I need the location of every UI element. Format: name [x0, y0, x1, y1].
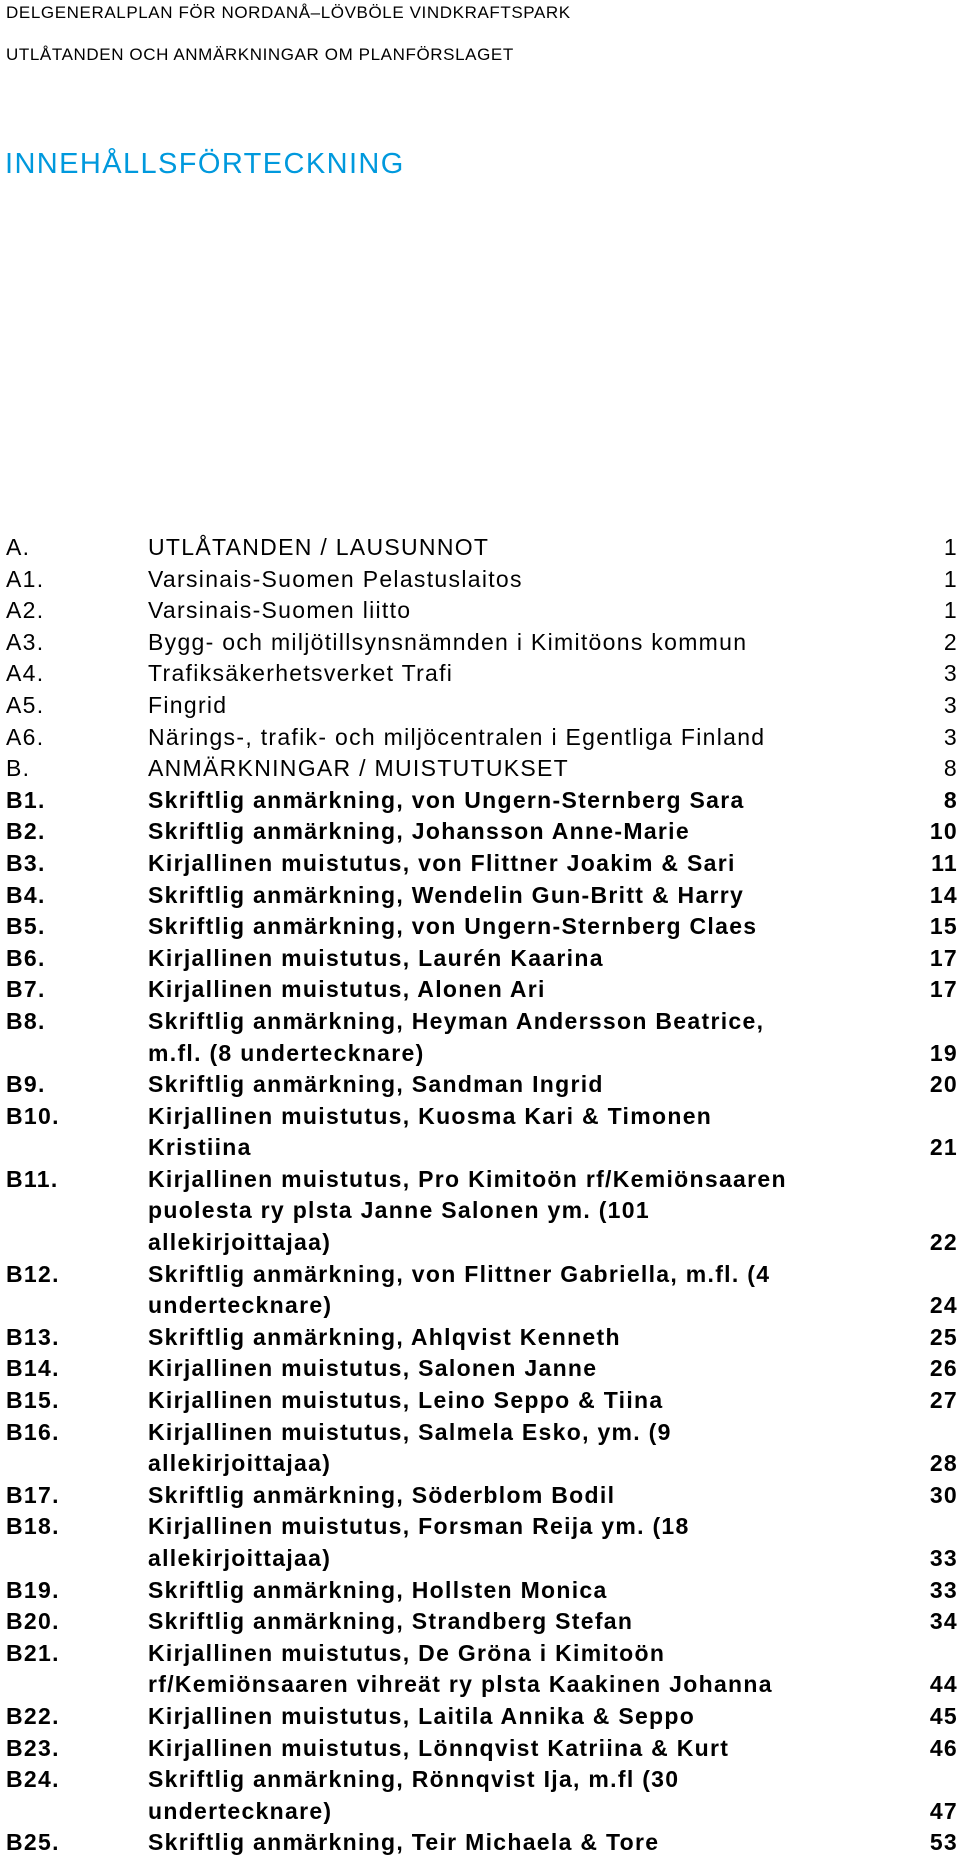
toc-entry-number: B13. — [6, 1323, 60, 1350]
toc-entry-title: Skriftlig anmärkning, Rönnqvist Ija, m.fl (30 undertecknare) — [148, 1766, 680, 1824]
toc-entry — [6, 1069, 958, 1101]
toc-entry-page: 47 — [929, 1797, 958, 1824]
toc-entry — [6, 690, 958, 722]
toc-entry-number: B5. — [6, 913, 46, 940]
toc-entry-number: B1. — [6, 786, 46, 813]
toc-entry-page: 53 — [929, 1829, 958, 1856]
toc-entry-page: 34 — [929, 1608, 958, 1635]
toc-entry-number: B20. — [6, 1608, 60, 1635]
toc-entry-number: B23. — [6, 1734, 60, 1761]
toc-entry-number: B25. — [6, 1829, 60, 1856]
toc-entry-page: 8 — [943, 755, 958, 782]
toc-entry-title: Skriftlig anmärkning, Hollsten Monica — [148, 1576, 608, 1603]
toc-entry-number: B11. — [6, 1165, 59, 1192]
toc-entry-page: 15 — [929, 913, 958, 940]
toc-entry-title: UTLÅTANDEN / LAUSUNNOT — [148, 534, 490, 560]
toc-entry — [6, 1480, 958, 1512]
toc-entry — [6, 1511, 958, 1574]
toc-entry — [6, 848, 958, 880]
toc-entry-page: 44 — [929, 1671, 958, 1698]
toc-entry-page: 1 — [943, 565, 958, 592]
toc-entry-title: Kirjallinen muistutus, Laitila Annika & Seppo — [148, 1702, 696, 1729]
toc-entry-number: B2. — [6, 818, 46, 845]
toc-entry-title: Kirjallinen muistutus, De Gröna i Kimitoön rf/Kemiönsaaren vihreät ry plsta Kaakinen Johanna — [148, 1639, 773, 1698]
toc-entry-number: B12. — [6, 1260, 60, 1287]
toc-entry-page: 1 — [943, 597, 958, 624]
toc-entry-page: 25 — [929, 1323, 958, 1350]
toc-entry-page: 24 — [929, 1292, 958, 1319]
toc-entry-page: 8 — [943, 786, 958, 813]
toc-entry-title: Skriftlig anmärkning, Teir Michaela & Tore — [148, 1829, 660, 1856]
toc-entry-page: 10 — [929, 818, 958, 845]
toc-entry — [6, 1638, 958, 1701]
toc-entry-number: B17. — [6, 1481, 60, 1508]
toc-entry-title: Skriftlig anmärkning, Söderblom Bodil — [148, 1481, 616, 1508]
toc-entry-page: 33 — [929, 1576, 958, 1603]
toc-entry-page: 45 — [929, 1702, 958, 1729]
toc-entry-number: B22. — [6, 1702, 60, 1729]
toc-entry-page: 26 — [929, 1355, 958, 1382]
toc-entry — [6, 1606, 958, 1638]
toc-entry-page: 3 — [943, 691, 958, 718]
toc-entry-page: 33 — [929, 1545, 958, 1571]
toc-entry — [6, 1417, 958, 1480]
toc-entry — [6, 1764, 958, 1827]
toc-entry-page: 22 — [929, 1229, 958, 1256]
toc-entry — [6, 1575, 958, 1607]
toc-entry-number: A1. — [6, 565, 45, 592]
toc-entry-title: Skriftlig anmärkning, von Flittner Gabriella, m.fl. (4 undertecknare) — [148, 1260, 771, 1319]
toc-entry — [6, 1164, 958, 1259]
toc-entry-number: B4. — [6, 881, 46, 908]
toc-entry-page: 3 — [943, 660, 958, 687]
toc-entry — [6, 1259, 958, 1322]
toc-entry-title: Kirjallinen muistutus, Laurén Kaarina — [148, 944, 604, 971]
toc-entry-page: 14 — [929, 881, 958, 908]
toc-entry-number: B8. — [6, 1007, 46, 1034]
toc-entry-number: B7. — [6, 976, 46, 1003]
toc-entry-number: B. — [6, 755, 31, 782]
toc-entry-page: 46 — [929, 1734, 958, 1761]
toc-entry-title: Skriftlig anmärkning, Wendelin Gun-Britt & Harry — [148, 881, 745, 908]
table-of-contents — [6, 532, 958, 1859]
toc-entry-title: Fingrid — [148, 691, 228, 718]
toc-entry-number: A4. — [6, 660, 45, 687]
toc-entry — [6, 753, 958, 785]
toc-entry-number: B24. — [6, 1766, 60, 1793]
toc-entry — [6, 1353, 958, 1385]
toc-heading: INNEHÅLLSFÖRTECKNING — [5, 148, 405, 180]
toc-entry-number: B6. — [6, 944, 46, 971]
toc-entry-title: Kirjallinen muistutus, Salonen Janne — [148, 1355, 598, 1382]
toc-entry-page: 27 — [929, 1387, 958, 1414]
toc-entry-page: 20 — [929, 1071, 958, 1098]
toc-entry-page: 19 — [929, 1039, 958, 1066]
toc-entry-number: A. — [6, 534, 31, 560]
toc-entry-number: B19. — [6, 1576, 60, 1603]
toc-entry — [6, 943, 958, 975]
toc-entry-title: Skriftlig anmärkning, von Ungern-Sternberg Sara — [148, 786, 745, 813]
toc-entry-number: B9. — [6, 1071, 46, 1098]
toc-entry — [6, 880, 958, 912]
toc-entry-title: Varsinais-Suomen Pelastuslaitos — [148, 565, 523, 592]
toc-entry-page: 17 — [929, 944, 958, 971]
toc-entry-title: Skriftlig anmärkning, Sandman Ingrid — [148, 1071, 604, 1098]
toc-entry-page: 1 — [943, 534, 958, 560]
toc-entry-number: A3. — [6, 628, 45, 655]
toc-entry — [6, 1385, 958, 1417]
toc-entry-number: B10. — [6, 1102, 60, 1129]
toc-entry-title: Kirjallinen muistutus, Forsman Reija ym. (18 allekirjoittajaa) — [148, 1513, 690, 1571]
document-title: DELGENERALPLAN FÖR NORDANÅ–LÖVBÖLE VINDKRAFTSPARK — [6, 3, 571, 22]
toc-entry — [6, 785, 958, 817]
toc-entry-title: Närings-, trafik- och miljöcentralen i Egentliga Finland — [148, 723, 766, 750]
toc-entry — [6, 816, 958, 848]
toc-entry-title: Skriftlig anmärkning, Heyman Andersson Beatrice, m.fl. (8 undertecknare) — [148, 1007, 765, 1066]
toc-entry — [6, 658, 958, 690]
toc-entry-title: Trafiksäkerhetsverket Trafi — [148, 660, 454, 687]
toc-entry — [6, 974, 958, 1006]
toc-entry — [6, 595, 958, 627]
toc-entry-title: Skriftlig anmärkning, von Ungern-Sternberg Claes — [148, 913, 758, 940]
toc-entry-title: Kirjallinen muistutus, Salmela Esko, ym. (9 allekirjoittajaa) — [148, 1418, 672, 1477]
toc-entry-title: Kirjallinen muistutus, Kuosma Kari & Timonen Kristiina — [148, 1102, 713, 1161]
toc-entry — [6, 1006, 958, 1069]
toc-entry-title: Skriftlig anmärkning, Ahlqvist Kenneth — [148, 1323, 621, 1350]
toc-entry — [6, 722, 958, 754]
toc-entry-title: Kirjallinen muistutus, von Flittner Joakim & Sari — [148, 849, 736, 876]
document-subtitle: UTLÅTANDEN OCH ANMÄRKNINGAR OM PLANFÖRSLAGET — [6, 45, 514, 64]
toc-entry — [6, 1701, 958, 1733]
toc-entry-page: 28 — [929, 1450, 958, 1477]
toc-entry-title: Skriftlig anmärkning, Johansson Anne-Marie — [148, 818, 690, 845]
toc-entry-number: B18. — [6, 1513, 60, 1540]
toc-entry-title: Bygg- och miljötillsynsnämnden i Kimitöons kommun — [148, 628, 748, 655]
toc-entry-page: 11 — [931, 849, 958, 876]
toc-entry-page: 17 — [929, 976, 958, 1003]
toc-entry — [6, 564, 958, 596]
toc-entry-number: B14. — [6, 1355, 60, 1382]
toc-entry-page: 3 — [943, 723, 958, 750]
toc-entry — [6, 627, 958, 659]
toc-entry — [6, 1101, 958, 1164]
toc-entry — [6, 532, 958, 564]
toc-entry-title: Skriftlig anmärkning, Strandberg Stefan — [148, 1608, 634, 1635]
toc-entry-title: ANMÄRKNINGAR / MUISTUTUKSET — [148, 755, 570, 782]
toc-entry-number: B15. — [6, 1387, 60, 1414]
toc-entry-page: 21 — [929, 1134, 958, 1161]
toc-entry-title: Kirjallinen muistutus, Pro Kimitoön rf/Kemiönsaaren puolesta ry plsta Janne Salonen ym. (101 allekirjoittajaa) — [148, 1165, 787, 1256]
toc-entry — [6, 1733, 958, 1765]
toc-entry-number: B3. — [6, 849, 46, 876]
toc-entry — [6, 911, 958, 943]
toc-entry-number: A5. — [6, 691, 45, 718]
toc-entry-title: Kirjallinen muistutus, Lönnqvist Katriina & Kurt — [148, 1734, 730, 1761]
toc-entry-number: B21. — [6, 1639, 60, 1666]
toc-entry-title: Kirjallinen muistutus, Leino Seppo & Tiina — [148, 1387, 664, 1414]
toc-entry-number: A6. — [6, 723, 45, 750]
toc-entry-page: 30 — [929, 1481, 958, 1508]
toc-entry-page: 2 — [943, 628, 958, 655]
toc-entry — [6, 1827, 958, 1859]
toc-entry-number: A2. — [6, 597, 45, 624]
toc-entry-title: Kirjallinen muistutus, Alonen Ari — [148, 976, 546, 1003]
toc-entry-title: Varsinais-Suomen liitto — [148, 597, 412, 624]
toc-entry-number: B16. — [6, 1418, 60, 1445]
toc-entry — [6, 1322, 958, 1354]
